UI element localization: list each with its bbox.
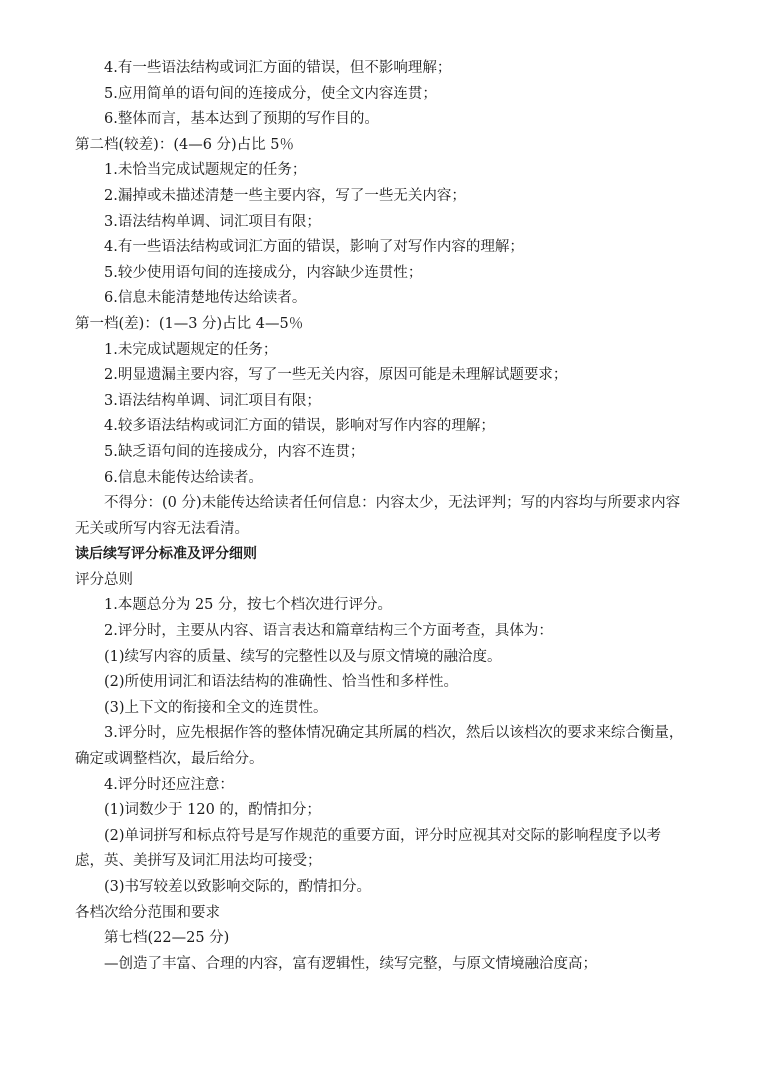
text-line: 第二档(较差)：(4—6 分)占比 5％ xyxy=(75,136,295,153)
text-line: 无关或所写内容无法看清。 xyxy=(75,520,249,537)
text-line: (1)词数少于 120 的，酌情扣分； xyxy=(104,802,321,819)
text-line: 6.信息未能清楚地传达给读者。 xyxy=(104,290,307,307)
text-line: 5.缺乏语句间的连接成分，内容不连贯； xyxy=(104,443,365,460)
text-line: 第七档(22—25 分) xyxy=(104,930,230,947)
text-line: 6.信息未能传达给读者。 xyxy=(104,469,263,486)
text-line: 3.语法结构单调、词汇项目有限； xyxy=(104,213,321,230)
text-line: 4.有一些语法结构或词汇方面的错误，影响了对写作内容的理解； xyxy=(104,239,524,256)
text-line: 6.整体而言，基本达到了预期的写作目的。 xyxy=(104,111,379,128)
text-line: 1.本题总分为 25 分，按七个档次进行评分。 xyxy=(104,597,393,614)
text-line: 4.较多语法结构或词汇方面的错误，影响对写作内容的理解； xyxy=(104,418,495,435)
text-line: (2)单词拼写和标点符号是写作规范的重要方面，评分时应视其对交际的影响程度予以考 xyxy=(104,827,662,844)
document-page xyxy=(0,56,764,977)
text-line: 3.评分时，应先根据作答的整体情况确定其所属的档次，然后以该档次的要求来综合衡量， xyxy=(104,725,684,742)
text-line: 5.应用简单的语句间的连接成分，使全文内容连贯； xyxy=(104,85,437,102)
text-line: 5.较少使用语句间的连接成分，内容缺少连贯性； xyxy=(104,264,423,281)
text-line: 确定或调整档次，最后给分。 xyxy=(75,751,264,768)
text-line: 2.漏掉或未描述清楚一些主要内容，写了一些无关内容； xyxy=(104,187,466,204)
text-line: 评分总则 xyxy=(75,571,133,588)
text-line: (1)续写内容的质量、续写的完整性以及与原文情境的融洽度。 xyxy=(104,648,502,665)
text-line: 虑，英、美拼写及词汇用法均可接受； xyxy=(75,853,322,870)
text-line: (3)上下文的衔接和全文的连贯性。 xyxy=(104,699,328,716)
text-line: 4.评分时还应注意： xyxy=(104,776,234,793)
text-line: 各档次给分范围和要求 xyxy=(75,904,220,921)
text-line: 2.评分时，主要从内容、语言表达和篇章结构三个方面考查，具体为： xyxy=(104,623,553,640)
text-line: 3.语法结构单调、词汇项目有限； xyxy=(104,392,321,409)
text-line: 1.未恰当完成试题规定的任务； xyxy=(104,162,307,179)
text-line: 4.有一些语法结构或词汇方面的错误，但不影响理解； xyxy=(104,60,452,76)
text-line: (3)书写较差以致影响交际的，酌情扣分。 xyxy=(104,879,372,895)
section-heading: 读后续写评分标准及评分细则 xyxy=(75,546,257,563)
text-line: (2)所使用词汇和语法结构的准确性、恰当性和多样性。 xyxy=(104,674,459,691)
text-line: 不得分：(0 分)未能传达给读者任何信息：内容太少，无法评判；写的内容均与所要求内容 xyxy=(104,495,681,512)
text-line: —创造了丰富、合理的内容，富有逻辑性，续写完整，与原文情境融洽度高； xyxy=(104,955,597,972)
text-line: 1.未完成试题规定的任务； xyxy=(104,341,278,358)
text-line: 第一档(差)：(1—3 分)占比 4—5％ xyxy=(75,315,304,332)
text-line: 2.明显遗漏主要内容，写了一些无关内容，原因可能是未理解试题要求； xyxy=(104,367,568,384)
